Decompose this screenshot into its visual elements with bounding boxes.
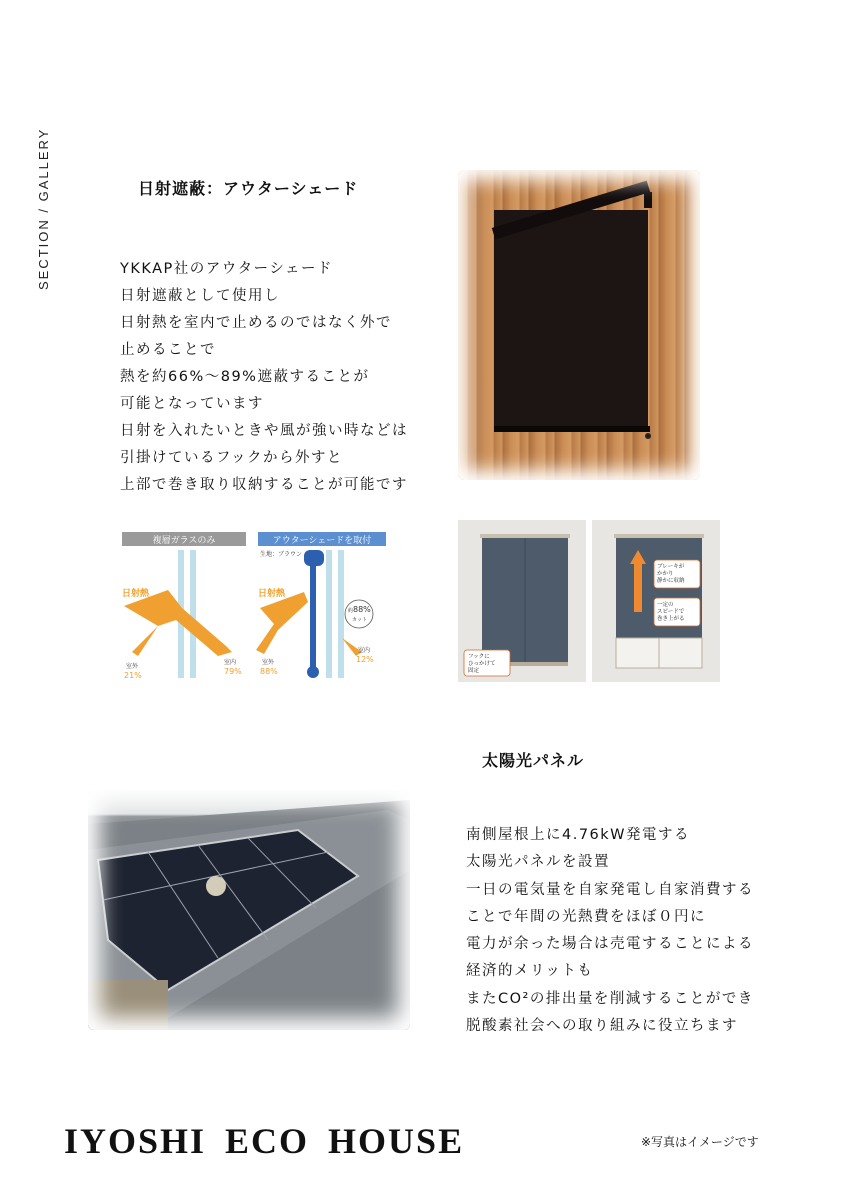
description-line: 上部で巻き取り収納することが可能です (120, 477, 408, 493)
solar-panel-title: 太陽光パネル (482, 751, 585, 770)
fabric-note: 生地：ブラウン (260, 551, 303, 558)
description-line: YKKAP社のアウターシェード (120, 261, 334, 277)
cut-prefix: 約 (348, 608, 354, 614)
heat-shielding-diagram (118, 528, 396, 688)
sun-heat-label: 日射熱 (258, 589, 286, 599)
left-outdoor-pct: 21% (124, 671, 142, 680)
brake-label-line: 静かに収納 (657, 578, 685, 584)
description-line: 脱酸素社会への取り組みに役立ちます (466, 1018, 738, 1035)
brake-label-line: ブレーキが (657, 564, 685, 570)
description-line: 止めることで (120, 342, 216, 358)
description-line: 引掛けているフックから外すと (120, 450, 343, 466)
outer-shade-photo (458, 170, 700, 480)
cut-suffix: カット (352, 617, 367, 623)
image-disclaimer: ※写真はイメージです (641, 1135, 759, 1149)
left-indoor-pct: 79% (224, 667, 242, 676)
sun-heat-label: 日射熱 (122, 589, 150, 599)
solar-roof-photo (88, 790, 410, 1030)
right-outdoor-pct: 88% (260, 667, 278, 676)
heat-arrow (132, 626, 158, 656)
outer-shade-title: 日射遮蔽：アウターシェード (138, 179, 359, 198)
brand-title: IYOSHI ECO HOUSE (64, 1121, 465, 1161)
description-line: 日射熱を室内で止めるのではなく外で (120, 315, 392, 331)
shade-bottom-bar (307, 666, 319, 678)
shade-fabric (310, 564, 316, 670)
description-line: またCO²の排出量を削減することができ (466, 990, 754, 1007)
hook-label-line: フックに (468, 654, 490, 660)
heat-arrow (256, 592, 308, 654)
right-indoor-pct: 12% (356, 655, 374, 664)
speed-label-line: スピードで (657, 609, 685, 615)
description-line: 可能となっています (120, 396, 264, 412)
indoor-label: 室内 (358, 647, 371, 654)
outdoor-label: 室外 (126, 663, 139, 670)
right-header: アウターシェードを取付 (272, 536, 372, 546)
glass-pane (190, 550, 196, 678)
description-line: ことで年間の光熱費をほぼ０円に (466, 908, 706, 925)
hook-label-line: ひっかけて (468, 661, 496, 667)
speed-label-line: 巻き上がる (657, 616, 685, 622)
speed-label-line: 一定の (657, 602, 674, 608)
description-line: 日射を入れたいときや風が強い時などは (120, 423, 408, 439)
outer-shade-description (120, 256, 408, 499)
outdoor-label: 室外 (262, 659, 275, 666)
solar-panel-description (466, 822, 754, 1040)
description-line: 熱を約66%～89%遮蔽することが (120, 369, 370, 385)
description-line: 太陽光パネルを設置 (466, 854, 610, 871)
left-header: 複層ガラスのみ (152, 536, 216, 546)
shade-operation-photos (458, 520, 720, 682)
description-line: 電力が余った場合は売電することによる (466, 936, 754, 953)
glass-pane (338, 550, 344, 678)
section-gallery-label: SECTION / GALLERY (36, 127, 51, 290)
indoor-label: 室内 (224, 659, 237, 666)
glass-pane (326, 550, 332, 678)
cut-percent: 88% (353, 605, 371, 614)
hook-label-line: 固定 (468, 668, 480, 674)
description-line: 一日の電気量を自家発電し自家消費する (466, 881, 754, 898)
brake-label-line: かかり (657, 571, 674, 577)
description-line: 経済的メリットも (466, 963, 594, 980)
description-line: 南側屋根上に4.76kW発電する (466, 827, 691, 843)
description-line: 日射遮蔽として使用し (120, 288, 280, 304)
shade-roll (304, 550, 324, 566)
